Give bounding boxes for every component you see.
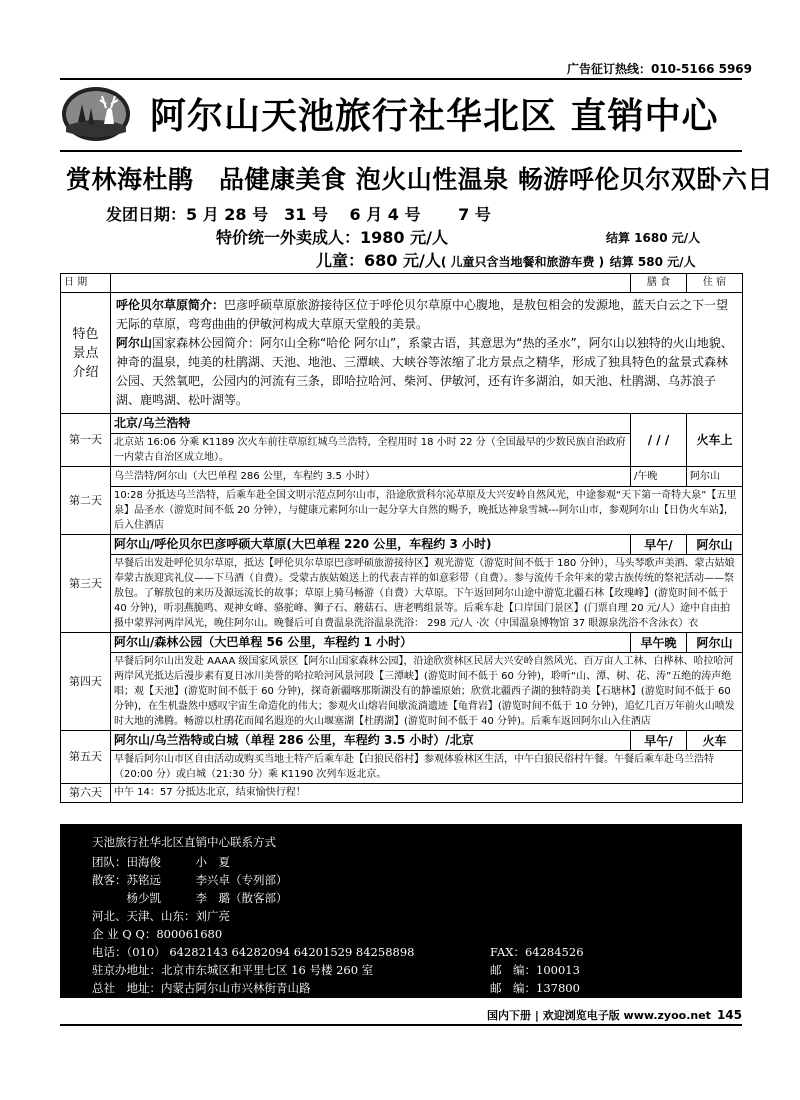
footer-text: 国内下册 | 欢迎浏览电子版 www.zyoo.net (487, 1009, 711, 1022)
intro-grassland-text: 巴彦呼硕草原旅游接待区位于呼伦贝尔草原中心腹地，是敖包相会的发源地，蓝天白云之下一望无际的草原，弯弯曲曲的伊敏河构成大草原天堂般的美景。 (116, 298, 729, 331)
header-meal: 膳 食 (631, 274, 687, 293)
day-meal: 早午/ (631, 535, 687, 555)
contact-office: 驻京办地址：北京市东城区和平里七区 16 号楼 260 室 (92, 963, 374, 977)
brand-divider (60, 150, 742, 152)
day-label: 第二天 (61, 467, 111, 535)
day-row (61, 633, 743, 653)
day-label: 第三天 (61, 535, 111, 633)
brand-title: 阿尔山天池旅行社华北区 直销中心 (150, 96, 719, 137)
day-label: 第一天 (61, 414, 111, 467)
day-title: 乌兰浩特/阿尔山（大巴单程 286 公里，车程约 3.5 小时） (111, 467, 631, 487)
tour-headline: 赏林海杜鹃 品健康美食 泡火山性温泉 畅游呼伦贝尔双卧六日 (66, 165, 773, 194)
feature-intro (111, 293, 743, 414)
day-row (61, 784, 743, 803)
day-meal: 早午/ (631, 731, 687, 751)
child-settle: 结算 580 元/人 (609, 255, 696, 269)
day-meal: / / / (631, 414, 687, 467)
child-price-value: 680 元/人 (364, 251, 441, 270)
adult-price-label: 特价统一外卖成人： (216, 228, 361, 247)
day-hotel: 阿尔山 (687, 633, 743, 653)
child-price (316, 248, 696, 271)
contact-retail-2: 杨少凯 李 璐（散客部） (92, 891, 288, 905)
deer-logo-icon (60, 84, 132, 144)
day-title: 阿尔山/森林公园（大巴单程 56 公里，车程约 1 小时） (111, 633, 631, 653)
contact-hq-zip: 邮 编：137800 (490, 981, 580, 995)
contact-retail-1: 散客：苏铭远 李兴卓（专列部） (92, 873, 288, 887)
contact-qq: 企 业 Q Q：800061680 (92, 927, 223, 941)
itinerary-table (60, 273, 743, 803)
departure-dates: 发团日期：5 月 28 号 31 号 6 月 4 号 7 号 (106, 205, 491, 224)
feature-row (61, 293, 743, 414)
day-desc: 早餐后阿尔山市区自由活动或购买当地土特产后乘车赴【白狼民俗村】参观体验林区生活，中午白狼民俗村午餐。午餐后乘车赴乌兰浩特（20:00 分）或白城（21:30 分）乘 K1190 次列车返北京。 (111, 751, 743, 784)
intro-forest (116, 334, 737, 410)
day-desc: 10:28 分抵达乌兰浩特，后乘车赴全国文明示范点阿尔山市，沿途欣赏科尔沁草原及大兴安岭自然风光，中途参观“天下第一奇特大泉”【五里泉】品圣水（游览时间不低 20 分钟），与健康元素阿尔山一起分享大自然的赐予，晚抵达神泉雪城---阿尔山市，参观阿尔山【日伪火车站】，后入住酒店 (111, 487, 743, 535)
top-divider (60, 78, 742, 80)
ad-hotline: 广告征订热线：010-5166 5969 (566, 62, 752, 76)
day-title: 北京/乌兰浩特 (111, 414, 631, 434)
child-price-label: 儿童： (316, 251, 365, 270)
day-row (61, 414, 743, 434)
feature-label: 特色 景点 介绍 (61, 293, 111, 414)
day-title: 阿尔山/呼伦贝尔巴彦呼硕大草原(大巴单程 220 公里，车程约 3 小时) (111, 535, 631, 555)
day-hotel: 火车上 (687, 414, 743, 467)
day-desc: 中午 14：57 分抵达北京，结束愉快行程！ (111, 784, 743, 803)
page-number: 145 (716, 1008, 742, 1022)
page-footer (487, 1007, 742, 1023)
contact-team: 团队：田海俊 小 夏 (92, 855, 230, 869)
day-desc: 北京站 16:06 分乘 K1189 次火车前往草原红城乌兰浩特，全程用时 18 小时 22 分（全国最早的少数民族自治政府一内蒙古自治区成立地）。 (111, 434, 631, 467)
contact-box (60, 824, 742, 998)
day-meal: 早午晚 (631, 633, 687, 653)
day-row (61, 467, 743, 487)
day-hotel: 阿尔山 (687, 535, 743, 555)
day-label: 第五天 (61, 731, 111, 784)
day-hotel: 阿尔山 (687, 467, 743, 487)
contact-regions: 河北、天津、山东：刘广亮 (92, 909, 230, 923)
contact-hq: 总社 地址：内蒙古阿尔山市兴林街青山路 (92, 981, 311, 995)
day-label: 第四天 (61, 633, 111, 731)
adult-settle: 结算 1680 元/人 (606, 231, 701, 245)
day-desc: 早餐后出发赴呼伦贝尔草原，抵达【呼伦贝尔草原巴彦呼硕旅游接待区】观光游览（游览时间不低于 180 分钟），马头琴歌声美酒、蒙古姑娘奉蒙古族迎宾礼仪——下马酒（自费）。受蒙古族姑娘送上的代表吉祥的如意彩带（自费）。参与流传千余年来的蒙古族传统的祭祀活动——祭敖包。了解敖包的来历及源远流长的故事；草原上骑马畅游（自费）大草原。下午返回阿尔山途中游览北疆石林【玫瑰峰】(游览时间不低于 40 分钟)，听羽燕脆鸣、观神女峰、骆驼峰、狮子石、蘑菇石、唐老鸭组景等。后乘车赴【口岸国门景区】(门票自理 20 元/人）途中自由拍摄中蒙界河两岸风光，晚住阿尔山。晚餐后可自费温泉洗浴温泉洗浴： 298 元/人 ·次（中国温泉博物馆 37 眼源泉洗浴不含泳衣）衣 (111, 555, 743, 633)
adult-price-value: 1980 元/人 (360, 228, 448, 247)
day-meal: /午晚 (631, 467, 687, 487)
day-label: 第六天 (61, 784, 111, 803)
day-row (61, 731, 743, 751)
day-row (61, 535, 743, 555)
table-header (61, 274, 743, 293)
day-title: 阿尔山/乌兰浩特或白城（单程 286 公里，车程约 3.5 小时）/北京 (111, 731, 631, 751)
intro-grassland (116, 296, 737, 334)
header-date: 日 期 (61, 274, 111, 293)
header-spacer (111, 274, 631, 293)
contact-heading: 天池旅行社华北区直销中心联系方式 (92, 835, 276, 849)
child-price-note: ( 儿童只含当地餐和旅游车费 ) (440, 255, 605, 269)
intro-forest-text: 国家森林公园简介：阿尔山全称“哈伦 阿尔山”，系蒙古语，其意思为“热的圣水”，阿尔山以独特的火山地貌、神奇的温泉，纯美的杜鹃湖、天池、地池、三潭峡、大峡谷等浓缩了北方景点之精华，形成了独具特色的盆景式森林公园、天然氧吧，公园内的河流有三条，即哈拉哈河、柴河、伊敏河，还有许多湖泊，如天池、杜鹃湖、乌苏浪子湖、鹿鸣湖、松叶湖等。 (116, 336, 733, 407)
contact-phone: 电话：（010） 64282143 64282094 64201529 84258898 (92, 945, 415, 959)
bottom-divider (60, 1024, 742, 1026)
intro-forest-title: 阿尔山 (116, 336, 153, 350)
contact-fax: FAX：64284526 (490, 945, 584, 959)
day-desc: 早餐后阿尔山出发赴 AAAA 级国家风景区【阿尔山国家森林公园】，沿途欣赏林区民居大兴安岭自然风光、百万亩人工林、白桦林、哈拉哈河两岸风光抵达后漫步素有夏日冰川美誉的哈拉哈河风景河段【三潭峡】(游览时间不低于 60 分钟)，聆听“山、潭、树、花、涛”五绝的涛声绝唱；观【天池】(游览时间不低于 60 分钟)，探奇新疆喀那斯湖没有的静谧原始；欣赏北疆西子湖的独特韵美【石塘林】(游览时间不低于 60 分钟)，在生机盎然中感叹宇宙生命造化的伟大；参观火山熔岩间歇流淌遗迹【龟背岩】(游览时间不低于 10 分钟)，追忆几百万年前火山喷发时大地的沸腾。畅游以杜鹃花而闻名遐迩的火山堰塞湖【杜鹃湖】(游览时间不低于 40 分钟)。后乘车返回阿尔山入住酒店 (111, 653, 743, 731)
day-hotel: 火车 (687, 731, 743, 751)
adult-price (216, 225, 448, 248)
contact-office-zip: 邮 编：100013 (490, 963, 580, 977)
header-hotel: 住 宿 (687, 274, 743, 293)
intro-grassland-title: 呼伦贝尔草原简介： (116, 298, 225, 312)
